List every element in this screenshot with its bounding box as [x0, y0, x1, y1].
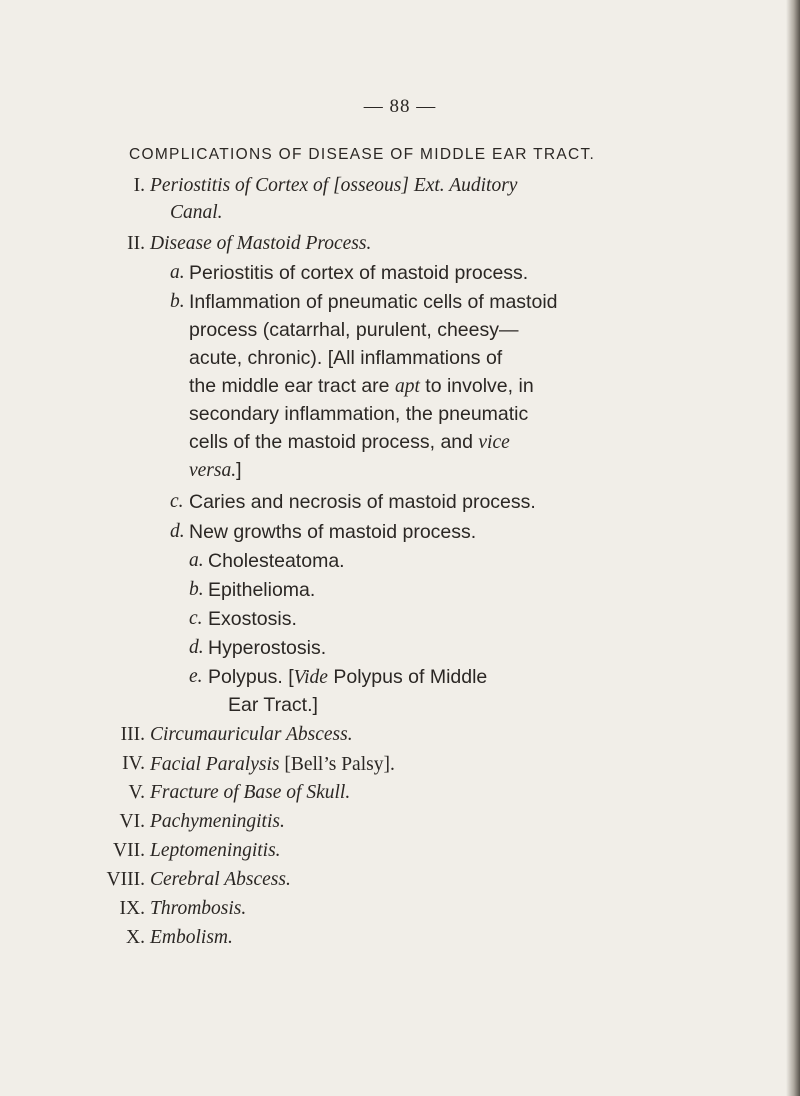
section-numeral: V.: [128, 782, 145, 803]
section-title: Pachymeningitis.: [150, 811, 285, 832]
item-text: Periostitis of cortex of mastoid process.: [189, 262, 529, 284]
item-text: New growths of mastoid process.: [189, 521, 477, 543]
section-numeral: VI.: [119, 811, 145, 832]
text-part: cells of the mastoid process, and: [189, 431, 479, 453]
section-numeral: II.: [127, 233, 145, 254]
subitem-letter: c.: [189, 608, 203, 629]
emphasis-vide: Vide: [293, 667, 328, 688]
emphasis-versa: versa.: [189, 460, 237, 481]
text-part: to involve, in: [419, 375, 534, 397]
section-title: Disease of Mastoid Process.: [150, 233, 372, 254]
page-heading: COMPLICATIONS OF DISEASE OF MIDDLE EAR TRACT.: [129, 146, 596, 163]
section-numeral: IV.: [122, 753, 145, 774]
subitem-letter: b.: [189, 579, 204, 600]
item-text: Caries and necrosis of mastoid process.: [189, 491, 536, 513]
item-text: Inflammation of pneumatic cells of mastoid: [189, 291, 558, 313]
title-part: Ext. Auditory: [408, 175, 518, 196]
section-title: Circumauricular Abscess.: [150, 724, 353, 745]
item-letter: b.: [170, 291, 185, 312]
item-text: acute, chronic). [All inflammations of: [189, 347, 503, 369]
section-title: [150, 750, 395, 779]
text-part: ]: [236, 459, 242, 481]
section-title: Leptomeningitis.: [150, 840, 281, 861]
title-extra: [Bell’s Palsy].: [279, 754, 395, 775]
subitem-text: Epithelioma.: [208, 579, 316, 601]
text-part: Polypus of Middle: [327, 666, 488, 688]
emphasis-vice: vice: [478, 432, 510, 453]
section-title: [150, 172, 517, 200]
text-part: Polypus. [: [208, 666, 294, 688]
item-text: [189, 372, 534, 401]
item-text: [189, 456, 242, 485]
title-part: Periostitis of Cortex of: [150, 175, 334, 196]
section-numeral: VIII.: [106, 869, 145, 890]
section-numeral: VII.: [113, 840, 145, 861]
subitem-letter: e.: [189, 666, 203, 687]
section-title: Fracture of Base of Skull.: [150, 782, 351, 803]
section-numeral: IX.: [119, 898, 145, 919]
section-numeral: X.: [126, 927, 145, 948]
subitem-text: Hyperostosis.: [208, 637, 327, 659]
emphasis-apt: apt: [394, 376, 420, 397]
item-text: secondary inflammation, the pneumatic: [189, 403, 529, 425]
text-part: the middle ear tract are: [189, 375, 395, 397]
section-numeral: III.: [120, 724, 145, 745]
item-text: process (catarrhal, purulent, cheesy—: [189, 319, 519, 341]
item-letter: a.: [170, 262, 185, 283]
page-number: — 88 —: [363, 96, 437, 117]
section-title: Embolism.: [150, 927, 233, 948]
title-part: Facial Paralysis: [150, 754, 280, 775]
subitem-text-continuation: Ear Tract.]: [228, 694, 318, 716]
subitem-letter: d.: [189, 637, 204, 658]
item-text: [189, 428, 510, 457]
subitem-text: Cholesteatoma.: [208, 550, 345, 572]
subitem-text: [208, 663, 487, 692]
section-numeral: I.: [133, 175, 145, 196]
section-title-continuation: Canal.: [170, 202, 223, 223]
item-letter: c.: [170, 491, 184, 512]
subitem-letter: a.: [189, 550, 204, 571]
item-letter: d.: [170, 521, 185, 542]
section-title: Thrombosis.: [150, 898, 247, 919]
section-title: Cerebral Abscess.: [150, 869, 291, 890]
subitem-text: Exostosis.: [208, 608, 297, 630]
page-edge-shadow: [786, 0, 800, 1096]
title-bracket: [osseous]: [333, 175, 409, 196]
